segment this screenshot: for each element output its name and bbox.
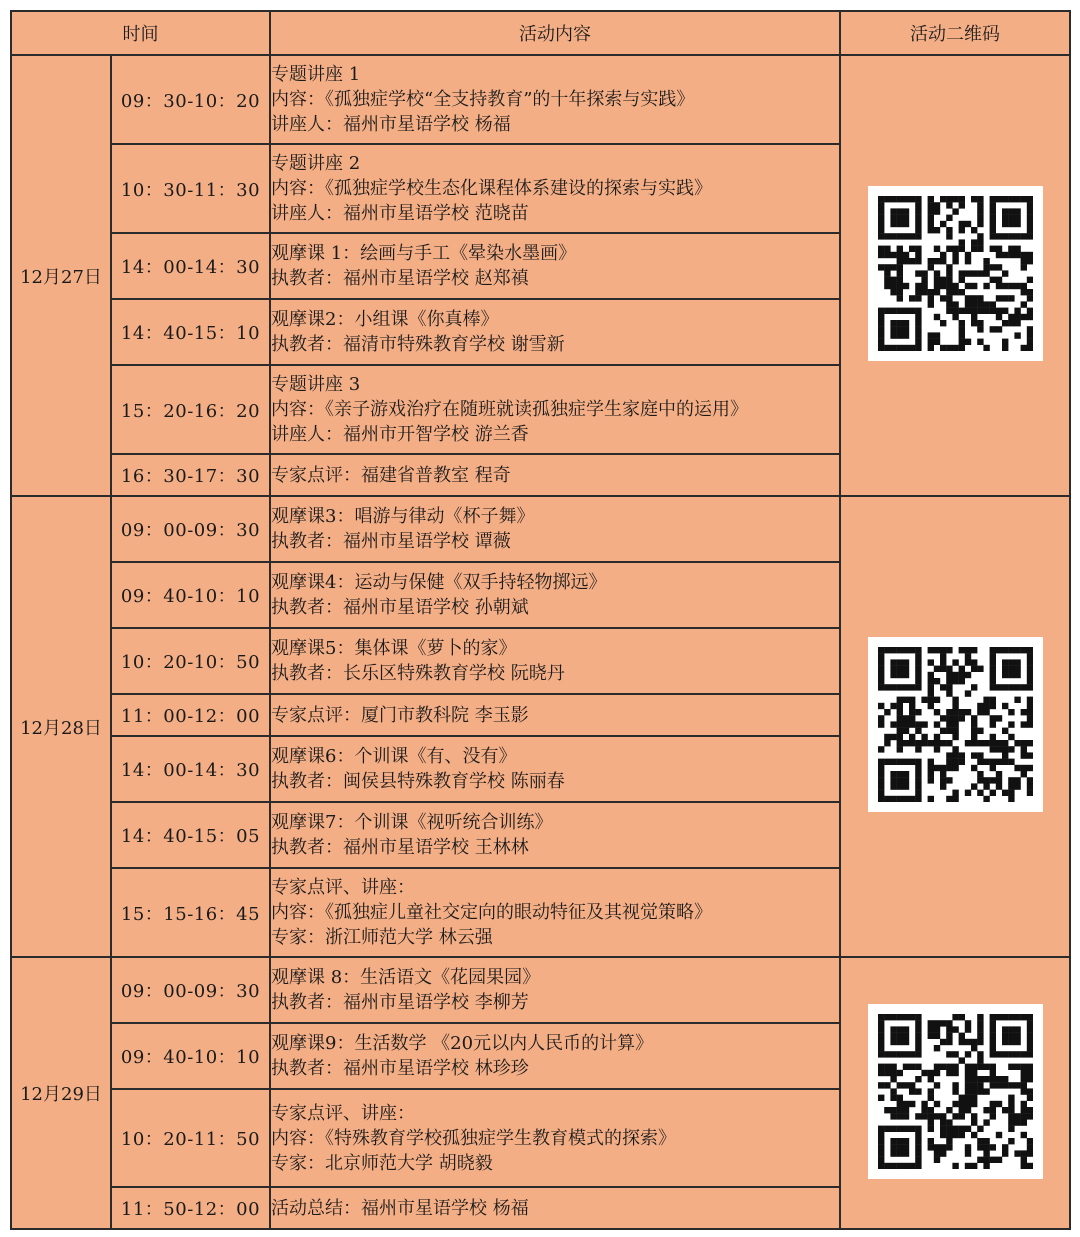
time-cell: 14：00-14：30	[111, 736, 270, 802]
activity-cell	[270, 55, 840, 144]
activity-cell	[270, 694, 840, 736]
time-cell: 10：30-11：30	[111, 144, 270, 233]
time-cell: 09：40-10：10	[111, 1023, 270, 1089]
time-cell: 09：00-09：30	[111, 957, 270, 1023]
activity-cell	[270, 736, 840, 802]
activity-line: 执教者：福州市星语学校 孙朝斌	[271, 597, 529, 618]
activity-line: 专家点评、讲座：	[271, 1102, 415, 1124]
activity-cell	[270, 365, 840, 454]
header-time: 时间	[11, 11, 270, 55]
time-cell: 09：40-10：10	[111, 562, 270, 628]
activity-line: 执教者：福清市特殊教育学校 谢雪新	[271, 334, 565, 355]
time-cell: 14：40-15：10	[111, 299, 270, 365]
date-cell: 12月29日	[11, 957, 111, 1229]
activity-line: 观摩课 1：绘画与手工《晕染水墨画》	[271, 243, 577, 264]
activity-line: 观摩课4：运动与保健《双手持轻物掷远》	[271, 572, 607, 593]
qr-code-icon[interactable]	[868, 1004, 1043, 1179]
qr-cell	[840, 496, 1070, 957]
time-cell: 09：30-10：20	[111, 55, 270, 144]
activity-cell	[270, 454, 840, 496]
time-cell: 14：00-14：30	[111, 233, 270, 299]
activity-line: 专题讲座 3	[271, 374, 361, 395]
header-content: 活动内容	[270, 11, 840, 55]
time-cell: 09：00-09：30	[111, 496, 270, 562]
activity-line: 专家：北京师范大学 胡晓毅	[271, 1152, 493, 1174]
activity-cell	[270, 144, 840, 233]
activity-line: 专家点评、讲座：	[271, 877, 415, 898]
activity-line: 专题讲座 2	[271, 153, 361, 174]
time-cell: 11：00-12：00	[111, 694, 270, 736]
activity-line: 执教者：福州市星语学校 王林林	[271, 837, 529, 858]
date-cell: 12月28日	[11, 496, 111, 957]
activity-line: 专家：浙江师范大学 林云强	[271, 927, 493, 948]
table-row	[11, 496, 1070, 562]
activity-line: 执教者：福州市星语学校 林珍珍	[271, 1058, 529, 1079]
activity-line: 专题讲座 1	[271, 64, 361, 85]
qr-cell	[840, 55, 1070, 496]
qr-cell	[840, 957, 1070, 1229]
activity-line: 观摩课6：个训课《有、没有》	[271, 746, 517, 767]
activity-cell	[270, 957, 840, 1023]
time-cell: 11：50-12：00	[111, 1187, 270, 1229]
table-row	[11, 55, 1070, 144]
schedule-body	[11, 55, 1070, 1229]
activity-line: 执教者：闽侯县特殊教育学校 陈丽春	[271, 771, 565, 792]
activity-line: 讲座人：福州市开智学校 游兰香	[271, 424, 529, 445]
activity-line: 执教者：福州市星语学校 谭薇	[271, 531, 511, 552]
activity-line: 执教者：长乐区特殊教育学校 阮晓丹	[271, 663, 565, 684]
activity-cell	[270, 802, 840, 868]
activity-line: 内容：《亲子游戏治疗在随班就读孤独症学生家庭中的运用》	[271, 399, 748, 420]
activity-line: 执教者：福州市星语学校 李柳芳	[271, 992, 529, 1013]
activity-cell	[270, 628, 840, 694]
activity-line: 讲座人：福州市星语学校 杨福	[271, 114, 511, 135]
activity-cell	[270, 1089, 840, 1187]
activity-line: 执教者：福州市星语学校 赵郑禛	[271, 268, 529, 289]
activity-cell	[270, 299, 840, 365]
activity-line: 观摩课3：唱游与律动《杯子舞》	[271, 506, 535, 527]
activity-line: 观摩课7：个训课《视听统合训练》	[271, 812, 553, 833]
activity-line: 专家点评：福建省普教室 程奇	[271, 464, 511, 486]
date-cell: 12月27日	[11, 55, 111, 496]
time-cell: 10：20-10：50	[111, 628, 270, 694]
activity-cell	[270, 868, 840, 957]
time-cell: 16：30-17：30	[111, 454, 270, 496]
activity-line: 专家点评：厦门市教科院 李玉影	[271, 704, 529, 726]
activity-line: 观摩课5：集体课《萝卜的家》	[271, 638, 517, 659]
activity-line: 内容：《特殊教育学校孤独症学生教育模式的探索》	[271, 1127, 676, 1149]
header-row	[11, 11, 1070, 55]
qr-code-icon[interactable]	[868, 186, 1043, 361]
activity-line: 讲座人：福州市星语学校 范晓苗	[271, 203, 529, 224]
time-cell: 15：15-16：45	[111, 868, 270, 957]
activity-line: 内容：《孤独症学校“全支持教育”的十年探索与实践》	[271, 89, 695, 110]
activity-line: 观摩课9：生活数学 《20元以内人民币的计算》	[271, 1033, 654, 1054]
activity-line: 观摩课 8：生活语文《花园果园》	[271, 967, 541, 988]
qr-code-icon[interactable]	[868, 637, 1043, 812]
time-cell: 14：40-15：05	[111, 802, 270, 868]
activity-line: 活动总结：福州市星语学校 杨福	[271, 1197, 529, 1219]
activity-cell	[270, 562, 840, 628]
activity-line: 观摩课2：小组课《你真棒》	[271, 309, 499, 330]
activity-cell	[270, 1023, 840, 1089]
header-qr: 活动二维码	[840, 11, 1070, 55]
schedule-table	[10, 10, 1071, 1230]
table-row	[11, 957, 1070, 1023]
activity-line: 内容：《孤独症儿童社交定向的眼动特征及其视觉策略》	[271, 902, 712, 923]
time-cell: 15：20-16：20	[111, 365, 270, 454]
activity-line: 内容：《孤独症学校生态化课程体系建设的探索与实践》	[271, 178, 712, 199]
activity-cell	[270, 496, 840, 562]
time-cell: 10：20-11：50	[111, 1089, 270, 1187]
activity-cell	[270, 1187, 840, 1229]
activity-cell	[270, 233, 840, 299]
